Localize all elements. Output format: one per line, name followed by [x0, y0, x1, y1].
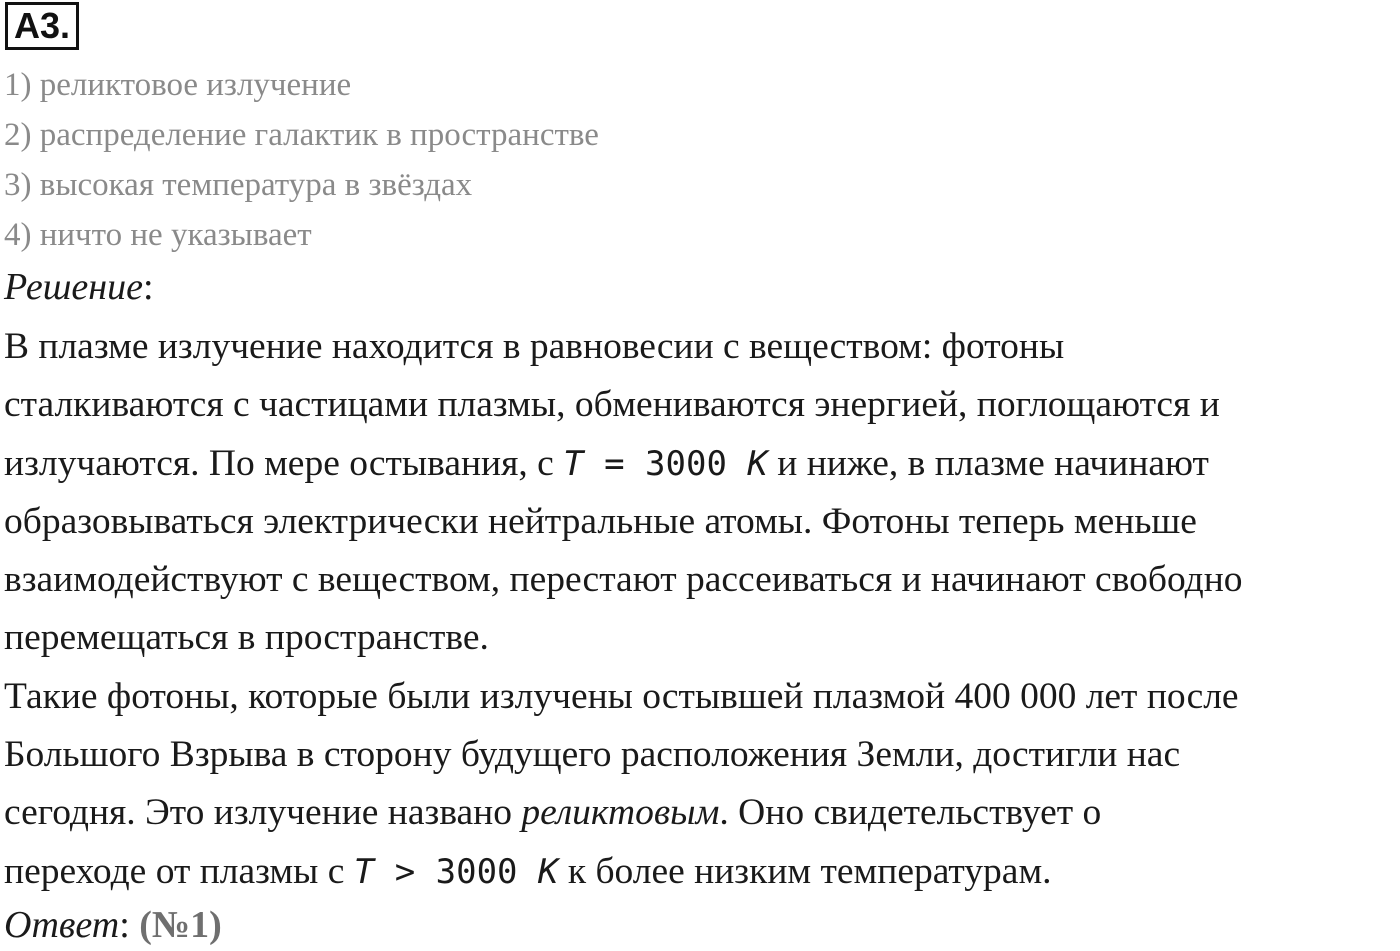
text-line	[4, 435, 1400, 493]
italic-term: реликтовым	[521, 792, 720, 834]
solution-paragraph-2	[4, 668, 1400, 901]
problem-number-box: А3.	[5, 2, 79, 50]
answer-line	[4, 900, 222, 950]
text-fragment: излучаются. По мере остывания, с	[4, 442, 564, 484]
text-line: Большого Взрыва в сторону будущего расположения Земли, достигли нас	[4, 734, 1181, 776]
solution-heading	[4, 262, 154, 312]
math-unit: K	[747, 443, 768, 484]
text-line	[4, 843, 1400, 901]
text-line: Такие фотоны, которые были излучены остывшей плазмой 400 000 лет после	[4, 675, 1239, 717]
answer-label: Ответ	[4, 904, 120, 946]
problem-header	[5, 4, 79, 50]
text-fragment: и ниже, в плазме начинают	[767, 442, 1209, 484]
math-unit: K	[538, 851, 559, 892]
text-fragment: переходе от плазмы с	[4, 850, 354, 892]
text-line: взаимодействуют с веществом, перестают рассеиваться и начинают свободно	[4, 559, 1243, 601]
math-expression	[563, 444, 768, 484]
text-line: образовываться электрически нейтральные атомы. Фотоны теперь меньше	[4, 500, 1197, 542]
solution-heading-label: Решение	[4, 266, 143, 308]
option-4: 4) ничто не указывает	[4, 217, 312, 253]
text-line: В плазме излучение находится в равновесии с веществом: фотоны	[4, 326, 1065, 367]
solution-body	[4, 318, 1400, 901]
text-fragment: к более низким температурам.	[558, 850, 1052, 892]
solution-paragraph-1	[4, 318, 1400, 668]
math-variable: T	[563, 443, 584, 484]
math-fragment: > 3000	[374, 851, 538, 892]
option-2: 2) распределение галактик в пространстве	[4, 117, 599, 153]
text-fragment: сегодня. Это излучение названо	[4, 792, 522, 834]
text-line: сталкиваются с частицами плазмы, обмениваются энергией, поглощаются и	[4, 384, 1220, 426]
option-3: 3) высокая температура в звёздах	[4, 167, 473, 203]
answer-value: (№1)	[139, 904, 222, 946]
solution-heading-colon: :	[142, 266, 154, 308]
answer-options	[4, 60, 599, 260]
text-line: перемещаться в пространстве.	[4, 617, 489, 659]
math-fragment: = 3000	[583, 443, 748, 484]
math-variable: T	[353, 851, 375, 892]
text-fragment: . Оно свидетельствует о	[719, 792, 1102, 834]
math-expression	[354, 852, 559, 892]
option-1: 1) реликтовое излучение	[4, 67, 352, 103]
text-line	[4, 784, 1400, 842]
answer-colon: :	[119, 904, 140, 946]
